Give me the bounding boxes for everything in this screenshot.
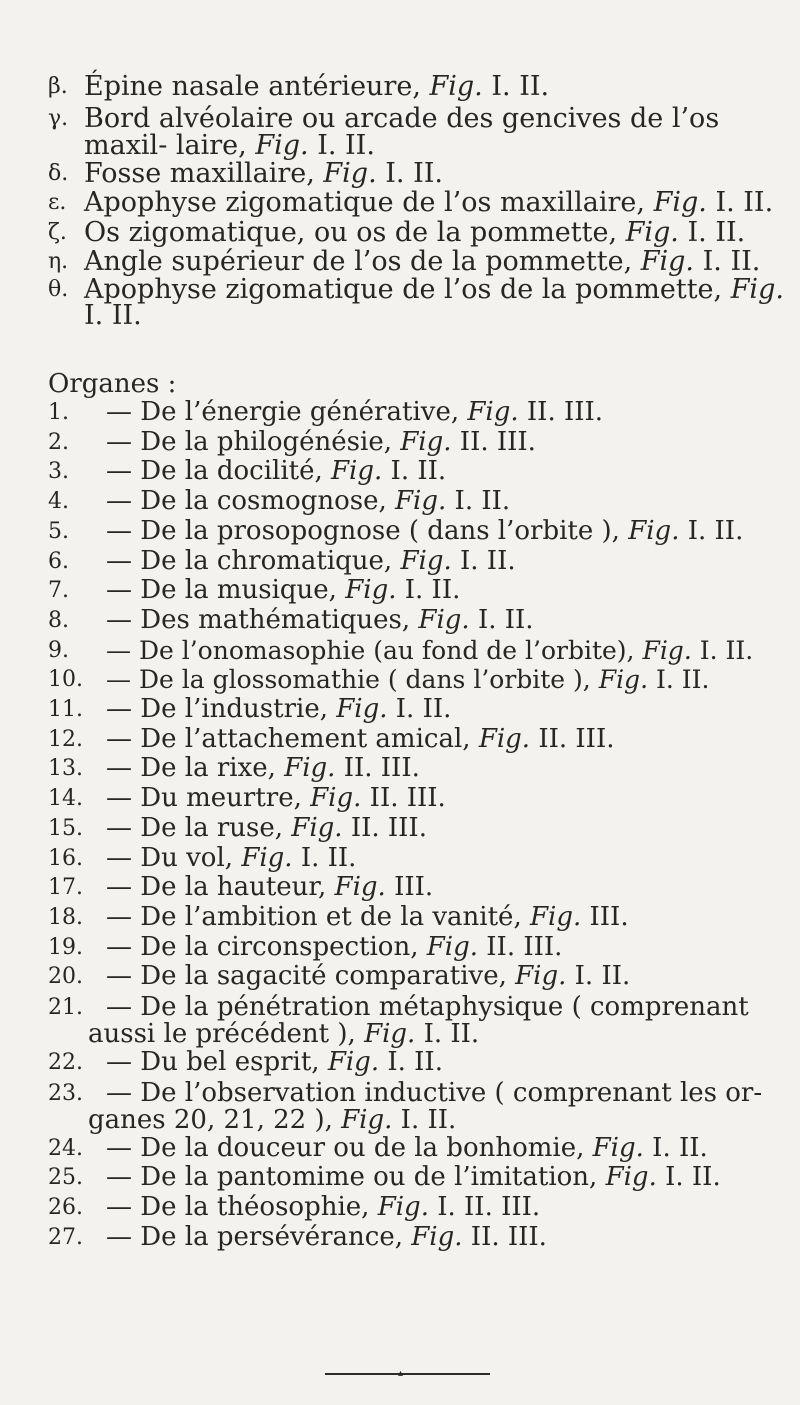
fig-refs: II. III. (470, 1221, 547, 1252)
entry-marker: ε. (48, 190, 67, 215)
entry-marker: δ. (48, 160, 69, 186)
fig-refs: I. II. (404, 575, 461, 606)
organ-text: — De la sagacité comparative, (106, 961, 507, 992)
greek-entry (48, 102, 788, 161)
organ-number: 21. (48, 995, 83, 1021)
organ-list (48, 398, 796, 1253)
fig-label: Fig. (625, 216, 679, 248)
fig-label: Fig. (605, 1162, 657, 1193)
fig-refs: III. (394, 872, 434, 903)
greek-entry (48, 218, 788, 248)
fig-refs: I. II. (390, 456, 447, 487)
fig-refs: II. III. (538, 723, 615, 754)
organ-text: — De la cosmognose, (106, 486, 387, 517)
fig-refs: I. II. (687, 515, 744, 546)
entry-text: Angle supérieur de l’os de la pommette, (84, 246, 633, 277)
rule-ornament: ▴ (398, 1368, 404, 1379)
fig-label: Fig. (515, 961, 567, 992)
fig-refs: I. II. (652, 1132, 708, 1163)
greek-entry (48, 72, 788, 102)
organ-text: — De la rixe, (106, 753, 276, 784)
organ-text: — Du bel esprit, (106, 1047, 320, 1078)
organ-text: — De l’onomasophie (au fond de l’orbite), (106, 635, 635, 665)
organ-number: 5. (48, 518, 69, 544)
entry-marker: η. (48, 249, 69, 274)
fig-label: Fig. (640, 246, 695, 277)
organ-number: 9. (48, 637, 69, 663)
organ-text: — De la glossomathie ( dans l’orbite ), (106, 665, 591, 695)
organ-entry (48, 487, 796, 517)
organ-entry (48, 428, 796, 458)
organ-text: — De l’énergie générative, (106, 397, 460, 427)
fig-refs: I. II. (300, 842, 357, 873)
entry-marker: γ. (48, 105, 69, 131)
organ-number: 11. (48, 697, 83, 723)
entry-marker: θ. (48, 276, 69, 302)
fig-label: Fig. (364, 1019, 416, 1050)
organ-number: 18. (48, 904, 83, 930)
organ-text: — De la chromatique, (106, 545, 393, 576)
fig-refs: I. II. (317, 129, 375, 161)
fig-refs: I. II. (400, 1104, 457, 1135)
fig-label: Fig. (284, 753, 336, 784)
organ-entry (48, 606, 796, 636)
organ-number: 6. (48, 548, 69, 574)
fig-refs: I. II. (423, 1019, 480, 1050)
fig-refs: I. II. (665, 1162, 721, 1193)
fig-refs: I. II. (491, 71, 550, 102)
entry-marker: β. (48, 74, 68, 99)
fig-label: Fig. (642, 635, 692, 665)
fig-refs: II. III. (526, 397, 604, 427)
organ-text: — Du vol, (106, 842, 234, 873)
fig-label: Fig. (411, 1221, 463, 1252)
organ-entry (48, 903, 796, 933)
fig-label: Fig. (341, 1104, 393, 1135)
organ-entry (48, 1134, 796, 1164)
organ-number: 4. (48, 489, 69, 515)
organ-text: — Des mathématiques, (106, 604, 411, 635)
fig-label: Fig. (377, 1192, 429, 1223)
organ-entry (48, 814, 796, 844)
organ-number: 22. (48, 1050, 83, 1076)
organ-entry (48, 457, 796, 487)
fig-refs: II. III. (486, 931, 563, 962)
fig-label: Fig. (478, 723, 531, 754)
organ-number: 3. (48, 459, 69, 485)
organ-text: — Du meurtre, (106, 783, 302, 814)
organ-number: 20. (48, 964, 83, 990)
greek-entry (48, 273, 788, 331)
organ-number: 19. (48, 934, 83, 960)
organ-text: — De la pantomime ou de l’imitation, (106, 1162, 598, 1193)
organ-text: — De la prosopognose ( dans l’orbite ), (106, 515, 620, 546)
organ-text: — De la musique, (106, 575, 337, 606)
fig-refs: II. III. (343, 753, 420, 784)
organ-text-continued: aussi le précédent ), (88, 1019, 356, 1050)
organ-entry (48, 1193, 796, 1223)
organ-number: 16. (48, 845, 83, 871)
fig-label: Fig. (291, 812, 343, 843)
organ-entry (48, 1223, 796, 1253)
fig-label: Fig. (400, 545, 452, 576)
fig-label: Fig. (336, 694, 388, 725)
organ-entry (48, 994, 796, 1048)
organ-text: — De la théosophie, (106, 1192, 370, 1223)
organ-entry (48, 844, 796, 874)
fig-refs: II. III. (459, 426, 536, 457)
fig-refs: I. II. (460, 545, 516, 576)
fig-refs: I. II. (687, 216, 746, 248)
organ-number: 2. (48, 429, 69, 455)
organ-text: — De l’observation inductive ( comprenant les or- (106, 1077, 763, 1108)
fig-refs: I. II. (454, 486, 511, 517)
fig-label: Fig. (730, 273, 784, 305)
organ-text: — De la douceur ou de la bonhomie, (106, 1132, 585, 1163)
organs-heading: Organes : (48, 369, 177, 399)
fig-refs: I. II. (699, 635, 754, 665)
entry-text: Fosse maxillaire, (84, 157, 315, 189)
organ-continuation (48, 1021, 796, 1048)
fig-refs: II. III. (350, 812, 427, 843)
organ-entry (48, 754, 796, 784)
organ-text: — De la philogénésie, (106, 426, 392, 457)
organ-number: 7. (48, 578, 69, 604)
organ-number: 8. (48, 607, 69, 633)
organ-number: 24. (48, 1135, 83, 1161)
organ-number: 1. (48, 400, 69, 425)
organ-number: 26. (48, 1195, 83, 1221)
organ-text-continued: ganes 20, 21, 22 ), (88, 1104, 333, 1135)
fig-refs: I. II. III. (437, 1192, 541, 1223)
organ-text: — De l’ambition et de la vanité, (106, 901, 522, 932)
organ-entry (48, 1077, 796, 1135)
organ-text: — De l’attachement amical, (106, 723, 471, 754)
fig-label: Fig. (429, 71, 483, 102)
fig-label: Fig. (331, 456, 383, 487)
fig-refs: I. II. (84, 299, 142, 331)
organ-entry (48, 873, 796, 903)
fig-label: Fig. (323, 157, 377, 189)
fig-label: Fig. (255, 129, 309, 161)
organ-text: — De la persévérance, (106, 1221, 403, 1252)
entry-text: Os zigomatique, ou os de la pommette, (84, 216, 618, 248)
closing-rule (325, 1373, 490, 1375)
greek-entry (48, 188, 788, 218)
organ-number: 17. (48, 875, 83, 901)
fig-label: Fig. (327, 1047, 380, 1078)
organ-text: — De la hauteur, (106, 872, 327, 903)
organ-text: — De la ruse, (106, 812, 284, 843)
entry-marker: ζ. (48, 219, 67, 245)
fig-label: Fig. (653, 187, 707, 218)
fig-label: Fig. (241, 842, 293, 873)
organ-entry (48, 547, 796, 577)
organ-number: 27. (48, 1224, 83, 1250)
fig-label: Fig. (592, 1132, 644, 1163)
fig-label: Fig. (467, 397, 519, 427)
organ-text: — De l’industrie, (106, 694, 328, 725)
fig-refs: III. (589, 901, 629, 932)
fig-refs: I. II. (477, 604, 534, 635)
organ-text: — De la circonspection, (106, 931, 419, 962)
organ-number: 15. (48, 815, 83, 841)
greek-entry (48, 159, 788, 189)
entry-text: Apophyse zigomatique de l’os maxillaire, (84, 187, 645, 218)
fig-label: Fig. (395, 486, 447, 517)
fig-label: Fig. (529, 901, 582, 932)
organ-entry (48, 962, 796, 992)
fig-refs: II. III. (369, 783, 446, 814)
fig-label: Fig. (400, 426, 452, 457)
organ-number: 10. (48, 667, 83, 693)
fig-refs: I. II. (387, 1047, 443, 1078)
organ-entry (48, 576, 796, 606)
greek-entry (48, 247, 788, 277)
entry-text: Bord alvéolaire ou arcade des gencives de l’os maxil- laire, (84, 102, 720, 161)
fig-label: Fig. (310, 783, 362, 814)
organ-number: 12. (48, 726, 83, 752)
organ-entry (48, 784, 796, 814)
fig-refs: I. II. (702, 246, 761, 277)
organ-number: 23. (48, 1080, 83, 1106)
organ-entry (48, 665, 796, 695)
entry-text: Épine nasale antérieure, (84, 71, 421, 102)
organ-text: — De la pénétration métaphysique ( comprenant (106, 992, 749, 1023)
greek-entry-list (48, 72, 788, 329)
organ-number: 25. (48, 1165, 83, 1191)
fig-refs: I. II. (385, 157, 444, 189)
organ-entry (48, 517, 796, 547)
fig-refs: I. II. (655, 665, 710, 695)
fig-label: Fig. (628, 515, 680, 546)
organ-entry (48, 636, 796, 666)
organ-number: 13. (48, 756, 83, 782)
organ-entry (48, 695, 796, 725)
fig-label: Fig. (418, 604, 470, 635)
organ-entry (48, 725, 796, 755)
organ-continuation (48, 1104, 796, 1135)
fig-refs: I. II. (715, 187, 774, 218)
organ-text: — De la docilité, (106, 456, 323, 487)
organ-number: 14. (48, 786, 83, 812)
fig-label: Fig. (426, 931, 479, 962)
fig-label: Fig. (598, 665, 649, 695)
organ-entry (48, 1048, 796, 1078)
fig-refs: I. II. (395, 694, 452, 725)
organ-entry (48, 933, 796, 963)
organ-entry (48, 398, 796, 428)
fig-refs: I. II. (574, 961, 631, 992)
organ-entry (48, 1163, 796, 1193)
fig-label: Fig. (334, 872, 386, 903)
fig-label: Fig. (345, 575, 397, 606)
entry-text: Apophyse zigomatique de l’os de la pommette, (84, 273, 723, 305)
